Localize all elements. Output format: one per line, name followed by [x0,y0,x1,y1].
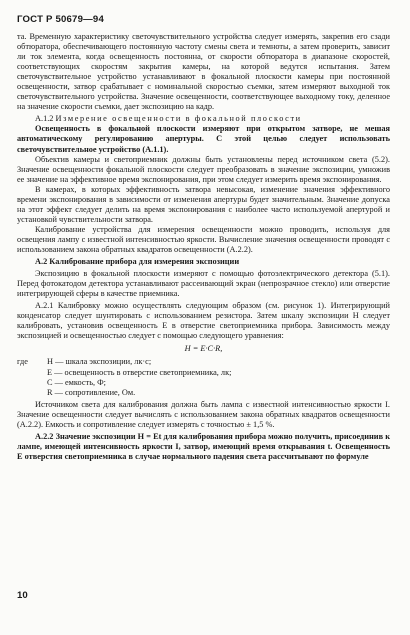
section-a22-number: А.2.2 [35,431,54,441]
page-number: 10 [17,590,28,601]
section-a21-text: Калибровку можно осуществлять следующим образом (см. рисунок 1). Интегрирующий конденсатор следует шунтировать с использованием резистора. Затем шкалу экспозиции H следует калибровать, установив освещенность E в отверстие светоприемника прибора. Зависимость между экспозицией и освещенностью следует с помощью следующего уравнения: [17,301,390,341]
equation: H = E·C·R, [184,344,223,354]
section-a2-paragraph-1: Экспозицию в фокальной плоскости измеряют с помощью фотоэлектрического детектора (5.1). Перед фотокатодом детектора устанавливают рассеивающий экран (непрозрачное стекло) или отверстие интегрирующей сферы в качестве приемника. [17,269,390,299]
section-a12-number: А.1.2 [35,114,54,124]
section-a21-number: А.2.1 [35,301,54,311]
legend-where: где [17,357,28,367]
section-a12-paragraph-1: Освещенность в фокальной плоскости измеряют при открытом затворе, не мешая автоматическому регулированию апертуры. С этой целью следует использовать светочувствительное устройство (А.1.1). [17,124,390,154]
document-header: ГОСТ Р 50679—94 [17,14,104,25]
legend-item: R — сопротивление, Ом. [47,387,136,397]
legend-item: E — освещенность в отверстие светоприемника, лк; [47,367,232,377]
intro-paragraph: та. Временную характеристику светочувствительного устройства следует измерять, закрепив его сзади обтюратора, обеспечивающего постоянную частоту смены света и темноты, а затем проверить, зависит ли ток элемента, когда освещенность постоянна, от скорости обтюратора в диапазоне скоростей, соответствующих скоростям закрытия камеры, на которой ведутся испытания. Затем светочувствительное устройство устанавливают в фокальной плоскости камеры при постоянной освещенности, затвор срабатывает с номинальной скоростью съемки, затем измеряют выходной ток светочувствительного устройства. Значение освещенности, соответствующее выходному току, деленное на значение скорости съемки, дает экспозицию на кадр. [17,32,390,112]
legend-item: C — емкость, Ф; [47,377,106,387]
section-a2-heading: А.2 Калибрование прибора для измерения экспозиции [35,257,240,267]
section-a12-title: Измерение освещенности в фокальной плоскости [55,114,302,124]
section-a12-paragraph-3: В камерах, в которых эффективность затвора невысокая, изменение значения эффективного времени экспонирования в зависимости от изменения апертуры будет значительным. Значение допуска на этот эффект следует делить на время экспонирования с наиболее часто используемой апертурой и установкой чувствительности затвора. [17,184,390,224]
section-a22-paragraph [17,432,390,462]
section-a21-paragraph-2: Источником света для калибрования должна быть лампа с известной интенсивностью яркости I. Значение освещенности следует вычислять с использованием закона обратных квадратов освещенности (А.2.2). Емкость и сопротивление следует измерять с точностью ± 1,5 %. [17,399,390,429]
legend-list [47,357,231,397]
section-a12-paragraph-2: Объектив камеры и светоприемник должны быть установлены перед источником света (5.2). Значение освещенности фокальной плоскости следует преобразовать в значение экспозиции, умножив ее значение на эффективное время экспонирования, при этом следует измерить время экспонирования. [17,154,390,184]
section-a21-paragraph [17,301,390,341]
section-a22-text: Значение экспозиции H = Et для калибрования прибора можно получить, присоединив к лампе, имеющей интенсивность яркости I, затвор, имеющий время открывания t. Освещенность E отверстия светоприемника в случае нормального падения света рассчитывают по формуле [17,431,390,461]
equation-legend [17,357,390,397]
legend-item: H — шкала экспозиции, лк·с; [47,357,152,367]
section-a12-heading [17,114,390,124]
section-a12-paragraph-4: Калибрование устройства для измерения освещенности можно проводить, используя для освещения лампу с известной интенсивностью яркости. Вычисление значения освещенности проводят с использованием закона обратных квадратов освещенности (А.2.2). [17,224,390,254]
document-body [17,32,390,462]
